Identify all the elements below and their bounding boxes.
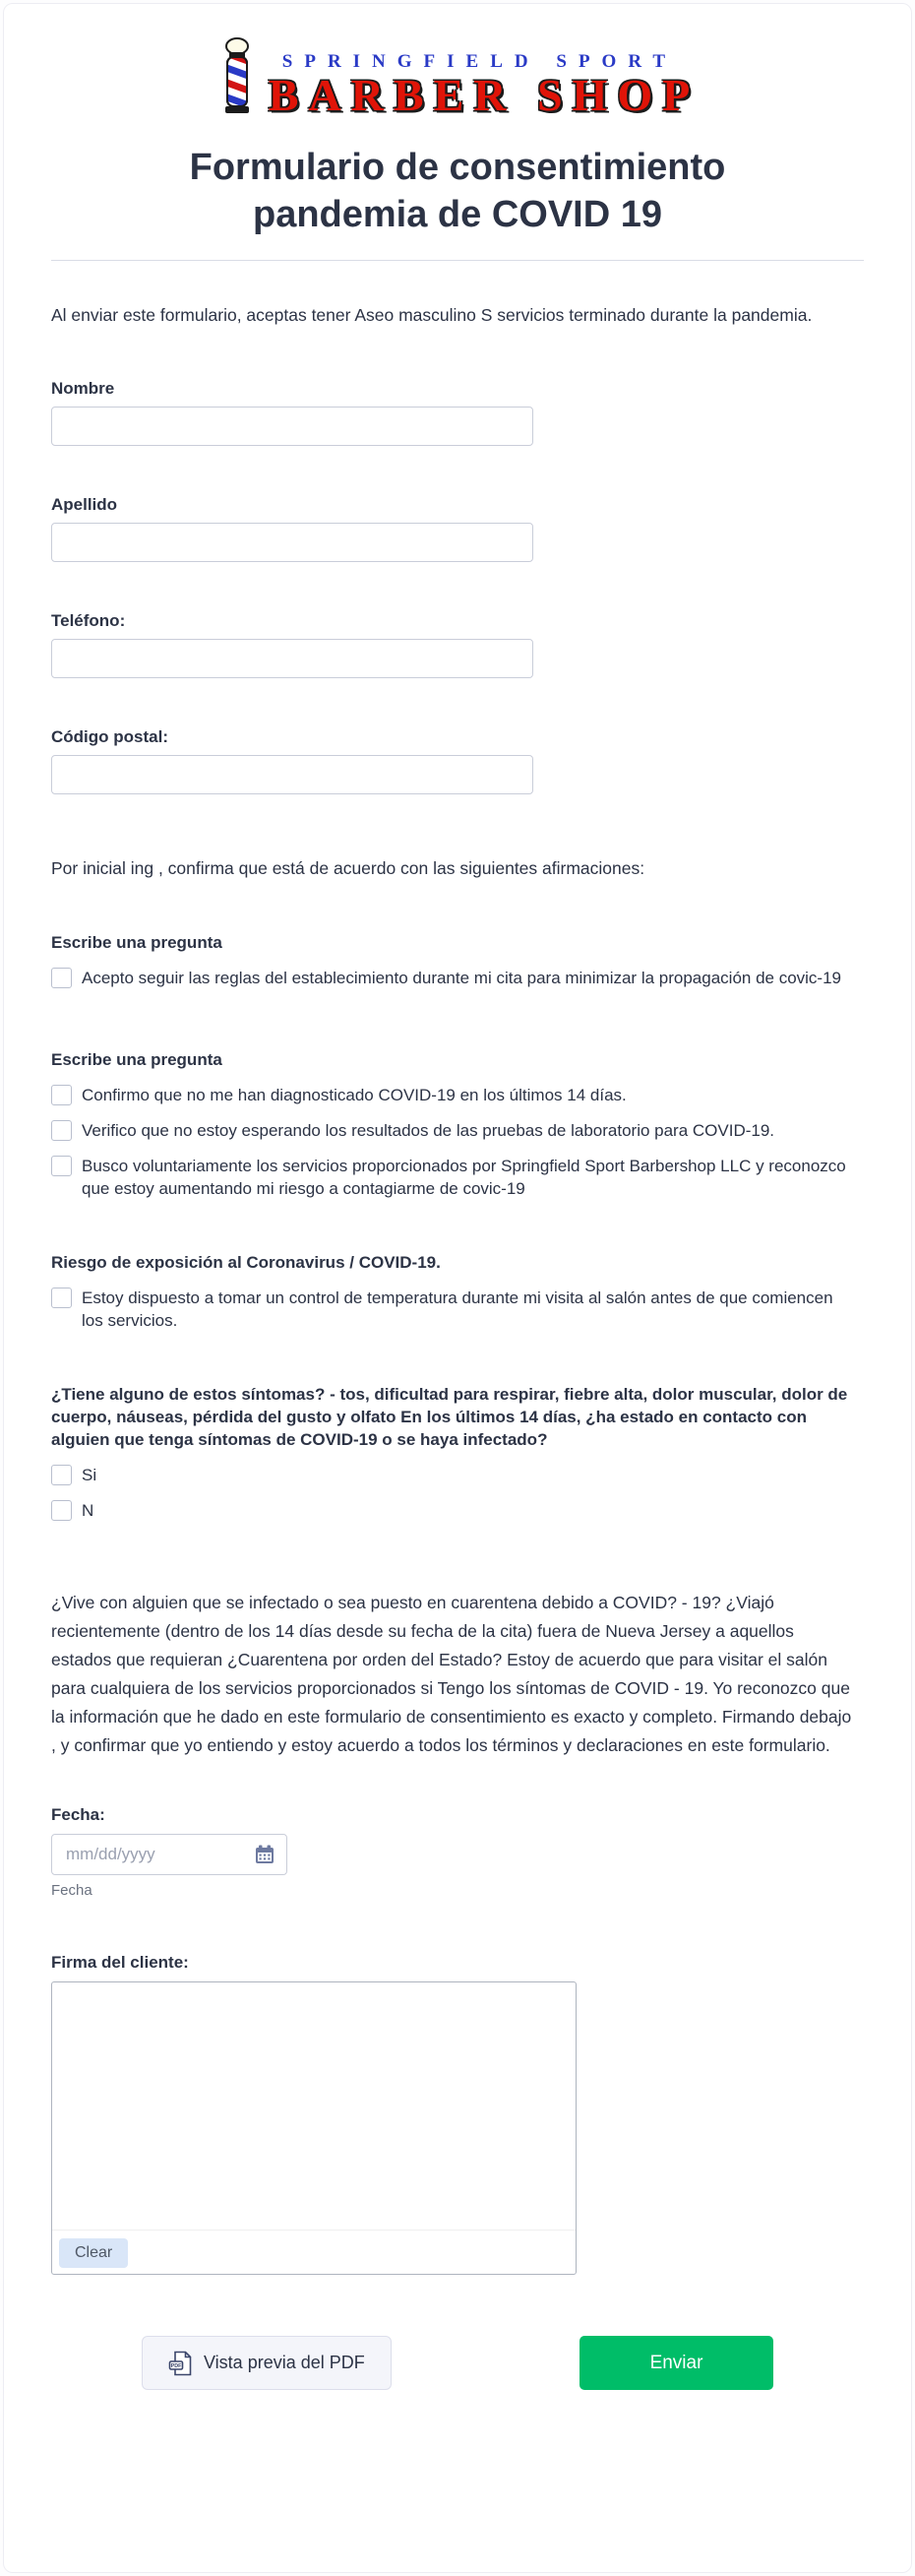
pdf-file-icon xyxy=(168,2351,192,2376)
apellido-label: Apellido xyxy=(51,495,118,514)
checkbox-group-3-label: Riesgo de exposición al Coronavirus / COVID-19. xyxy=(51,1253,441,1272)
checkbox-option-label: Verifico que no estoy esperando los resultados de las pruebas de laboratorio para COVID-19. xyxy=(82,1121,775,1140)
fecha-sublabel: Fecha xyxy=(51,1882,92,1899)
field-nombre xyxy=(51,377,864,446)
field-codigo-postal xyxy=(51,725,864,794)
signature-clear-button[interactable]: Clear xyxy=(59,2238,128,2268)
pdf-preview-label: Vista previa del PDF xyxy=(204,2353,365,2372)
intro-paragraph: Al enviar este formulario, aceptas tener Aseo masculino S servicios terminado durante la pandemia. xyxy=(51,305,813,325)
field-apellido xyxy=(51,493,864,562)
codigo-postal-label: Código postal: xyxy=(51,727,168,746)
checkbox[interactable] xyxy=(51,968,72,988)
checkbox[interactable] xyxy=(51,1085,72,1105)
barber-pole-icon xyxy=(215,37,259,118)
checkbox[interactable] xyxy=(51,1156,72,1176)
checkbox-option xyxy=(51,967,856,989)
checkbox-group-1-label: Escribe una pregunta xyxy=(51,933,222,952)
checkbox[interactable] xyxy=(51,1465,72,1485)
checkbox-option-si xyxy=(51,1464,856,1486)
apellido-input[interactable] xyxy=(51,523,533,562)
checkbox-group-2 xyxy=(51,1048,864,1200)
checkbox-group-2-label: Escribe una pregunta xyxy=(51,1050,222,1069)
terms-paragraph: ¿Vive con alguien que se infectado o sea puesto en cuarentena debido a COVID? - 19? ¿Viajó recientemente (dentro de los 14 días desde su fecha de la cita) fuera de Nueva Jersey a aquellos estados que requieran ¿Cuarentena por orden del Estado? Estoy de acuerdo que para visitar el salón para cualquiera de los servicios proporcionados si Tengo los síntomas de COVID - 19. Yo reconozco que la información que he dado en este formulario de consentimiento es exacto y completo. Firmando debajo , y confirmar que yo entiendo y estoy acuerdo a todos los términos y declaraciones en este formulario. xyxy=(51,1593,852,1755)
checkbox[interactable] xyxy=(51,1288,72,1308)
pdf-preview-button[interactable] xyxy=(142,2336,392,2390)
checkbox-option-label: Si xyxy=(82,1466,97,1484)
field-fecha xyxy=(51,1803,864,1900)
checkbox-option xyxy=(51,1084,856,1106)
codigo-postal-input[interactable] xyxy=(51,755,533,794)
checkbox-option-label: Acepto seguir las reglas del establecimiento durante mi cita para minimizar la propagación de covic-19 xyxy=(82,969,842,987)
telefono-input[interactable] xyxy=(51,639,533,678)
telefono-label: Teléfono: xyxy=(51,611,126,630)
nombre-label: Nombre xyxy=(51,379,115,398)
checkbox[interactable] xyxy=(51,1500,72,1521)
checkbox-group-1 xyxy=(51,931,864,989)
checkbox-option-n xyxy=(51,1499,856,1522)
field-firma xyxy=(51,1951,864,2275)
nombre-input[interactable] xyxy=(51,407,533,446)
field-telefono xyxy=(51,609,864,678)
svg-text:PDF: PDF xyxy=(170,2362,182,2369)
checkbox-option-label: Busco voluntariamente los servicios proporcionados por Springfield Sport Barbershop LLC y reconozco que estoy aumentando mi riesgo a contagiarme de covic-19 xyxy=(82,1157,846,1198)
checkbox-option-label: Estoy dispuesto a tomar un control de temperatura durante mi visita al salón antes de que comiencen los servicios. xyxy=(82,1288,833,1330)
checkbox-group-3 xyxy=(51,1251,864,1332)
firma-label: Firma del cliente: xyxy=(51,1953,189,1972)
submit-button[interactable]: Enviar xyxy=(580,2336,773,2390)
checkbox-option xyxy=(51,1119,856,1142)
checkbox-option xyxy=(51,1155,856,1200)
checkbox[interactable] xyxy=(51,1120,72,1141)
checkbox-group-4-label: ¿Tiene alguno de estos síntomas? - tos, dificultad para respirar, fiebre alta, dolor muscular, dolor de cuerpo, náuseas, pérdida del gusto y olfato En los últimos 14 días, ¿ha estado en contacto con alguien que tenga síntomas de COVID-19 o se haya infectado? xyxy=(51,1385,848,1449)
checkbox-option-label: Confirmo que no me han diagnosticado COVID-19 en los últimos 14 días. xyxy=(82,1086,627,1104)
checkbox-option xyxy=(51,1287,856,1332)
page-title: Formulario de consentimiento pandemia de COVID 19 xyxy=(189,147,726,235)
fecha-input[interactable] xyxy=(51,1834,287,1875)
logo-bottom-text: BARBER SHOP xyxy=(268,70,701,120)
logo-top-text: SPRINGFIELD SPORT xyxy=(281,51,678,72)
checkbox-option-label: N xyxy=(82,1501,94,1520)
title-divider xyxy=(51,260,864,261)
actions-row xyxy=(51,2336,864,2390)
signature-canvas[interactable] xyxy=(52,1982,576,2230)
form-card xyxy=(3,3,912,2573)
signature-pad xyxy=(51,1981,577,2275)
statements-intro: Por inicial ing , confirma que está de acuerdo con las siguientes afirmaciones: xyxy=(51,858,645,878)
checkbox-group-4 xyxy=(51,1383,864,1522)
logo xyxy=(51,4,864,118)
calendar-icon[interactable] xyxy=(254,1844,275,1865)
fecha-label: Fecha: xyxy=(51,1805,105,1824)
